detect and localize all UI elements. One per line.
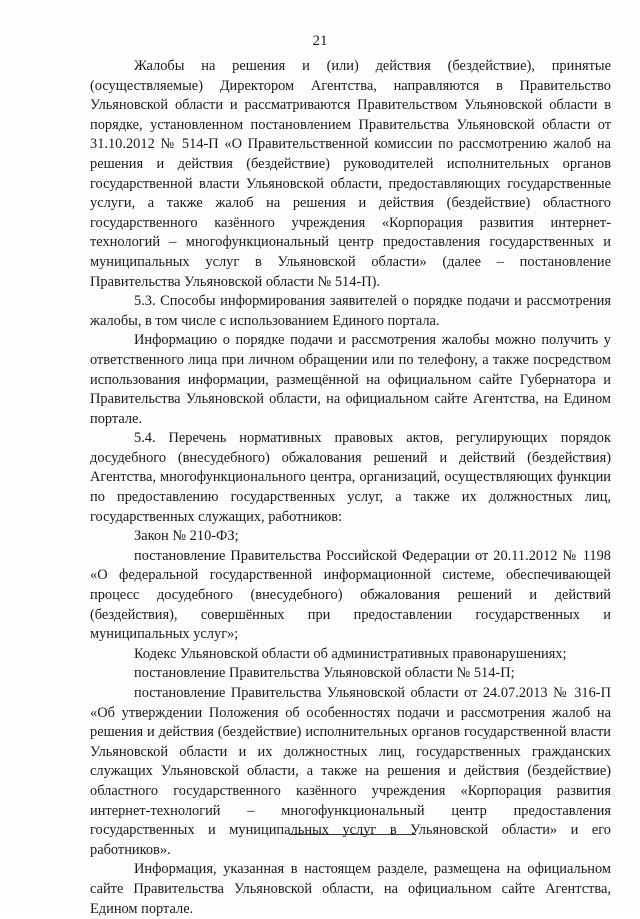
paragraph-complaints-director: Жалобы на решения и (или) действия (бездействие), принятые (осуществляемые) Директором Агентства, направляются в Правительство Ульяновской области и рассматриваются Правительством Ульяновской области в порядке, установленном постановлением Правительства Ульяновской области от 31.10.2012 № 514-П «О Правительственной комиссии по рассмотрению жалоб на решения и действия (бездействие) руководителей исполнительных органов государственной власти Ульяновской области, предоставляющих государственные услуги, а также жалоб на решения и действия (бездействие) областного государственного казённого учреждения «Корпорация развития интернет-технологий – многофункциональный центр предоставления государственных и муниципальных услуг в Ульяновской области» (далее – постановление Правительства Ульяновской области № 514-П).: [90, 58, 611, 290]
paragraph-section-5-4: 5.4. Перечень нормативных правовых актов, регулирующих порядок досудебного (внесудебного) обжалования решений и действий (бездействия) Агентства, многофункционального центра, организаций, осуществляющих функции по предоставлению государственных услуг, а также их должностных лиц, государственных служащих, работников:: [90, 430, 611, 525]
list-item-resolution-1198: постановление Правительства Российской Федерации от 20.11.2012 № 1198 «О федеральной государственной информационной системе, обеспечивающей процесс досудебного (внесудебного) обжалования решений и действий (бездействия), совершённых при предоставлении государственных и муниципальных услуг»;: [90, 547, 611, 643]
paragraph-information-access: Информацию о порядке подачи и рассмотрения жалобы можно получить у ответственного лица при личном обращении или по телефону, а также посредством использования информации, размещённой на официальном сайте Губернатора и Правительства Ульяновской области, на официальном сайте Агентства, на Едином портале.: [90, 332, 611, 427]
closing-rule: [289, 834, 416, 835]
list-item-resolution-316: постановление Правительства Ульяновской области от 24.07.2013 № 316-П «Об утверждении Положения об особенностях подачи и рассмотрения жалоб на решения и действия (бездействие) исполнительных органов государственной власти Ульяновской области и их должностных лиц, государственных гражданских служащих Ульяновской области, а также на решения и действия (бездействие) областного государственного казённого учреждения «Корпорация развития интернет-технологий – многофункциональный центр предоставления государственных и муниципальных услуг в Ульяновской области» и его работников».: [90, 685, 611, 858]
list-item-resolution-514: постановление Правительства Ульяновской области № 514-П;: [134, 665, 515, 682]
page-number: 21: [312, 33, 328, 49]
document-body: [90, 57, 611, 919]
list-item-admin-code: Кодекс Ульяновской области об административных правонарушениях;: [134, 645, 567, 662]
list-item-law-210: Закон № 210-ФЗ;: [134, 528, 239, 545]
paragraph-publication-note: Информация, указанная в настоящем разделе, размещена на официальном сайте Правительства Ульяновской области, на официальном сайте Агентства, Едином портале.: [90, 861, 611, 917]
paragraph-section-5-3: 5.3. Способы информирования заявителей о порядке подачи и рассмотрения жалобы, в том числе с использованием Единого портала.: [90, 293, 611, 329]
